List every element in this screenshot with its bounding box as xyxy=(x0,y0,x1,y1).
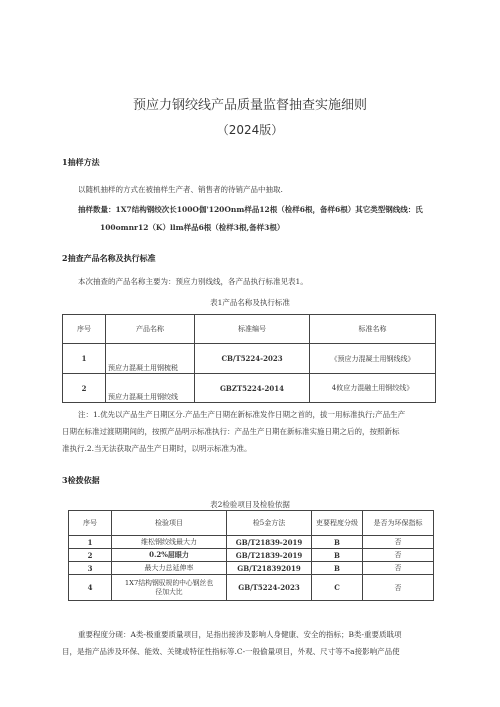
table2-cell: 3 xyxy=(69,562,112,575)
table2-cell: GB/T5224-2023 xyxy=(227,575,312,601)
table2-cell: 1 xyxy=(69,536,112,549)
section-heading-products: 2抽查产品名称及执行标准 xyxy=(62,253,156,263)
grading-footnote: 目，是指产品涉及环保、能效、关键或特征性指标等.C-一般偷量项目，外观、尺寸等不a接影响产品使 xyxy=(62,647,400,656)
table1-cell: 2 xyxy=(63,374,106,403)
table1-cell: 1 xyxy=(63,344,106,374)
table2-cell: C xyxy=(312,575,363,601)
table2-cell: 0.2%屈眼力 xyxy=(112,549,227,562)
table1-cell: CB/T5224-2023 xyxy=(195,344,310,374)
table1-header: 标准名称 xyxy=(310,315,436,344)
table2-cell: 否 xyxy=(363,536,434,549)
page-subtitle: （2024版） xyxy=(216,123,284,137)
table2-cell: 1X7结构钢驭规的中心钢丝也径加大比 xyxy=(112,575,227,601)
table2-cell: B xyxy=(312,562,363,575)
table2-header: 检验项目 xyxy=(112,511,227,536)
table2-header: 吏要程度分级 xyxy=(312,511,363,536)
table1-cell: 预应力混凝土用钢梳税 xyxy=(106,344,195,374)
table2-cell: B xyxy=(312,536,363,549)
products-intro: 本次抽查的产品名称主要为：预应力别线线，各产品执行标准见表1。 xyxy=(78,277,308,286)
table-row xyxy=(69,562,434,575)
table2-cell: GB/T218392019 xyxy=(227,562,312,575)
table2-header: 检5金方法 xyxy=(227,511,312,536)
table1-caption: 表1产品名称及执行标准 xyxy=(210,298,290,307)
table2-cell: GB/T21839-2019 xyxy=(227,536,312,549)
inspection-item-table xyxy=(68,510,434,601)
table2-cell: 否 xyxy=(363,549,434,562)
table1-header: 序号 xyxy=(63,315,106,344)
section-heading-sampling: 1抽样方法 xyxy=(62,157,100,167)
table2-header: 是否为环保指标 xyxy=(363,511,434,536)
note-line: 注：1.优先以产品生产日期区分.产品生产日期在新标准发作日期之首的，拔一用标准执行;产品生产 xyxy=(78,410,406,419)
table1-header: 产品名称 xyxy=(106,315,195,344)
table2-cell: 否 xyxy=(363,562,434,575)
table-row xyxy=(69,536,434,549)
table2-cell: B xyxy=(312,549,363,562)
note-line: 准执行.2.当无法获取产品生产日期时，以明示标准为准。 xyxy=(62,444,252,453)
table2-caption: 表2检验项目及检验依据 xyxy=(210,500,290,509)
sampling-paragraph: 以随机抽样的方式在被抽样生产者、销售者的待销产品中抽取. xyxy=(78,185,283,194)
table2-cell: 4 xyxy=(69,575,112,601)
section-heading-inspection: 3检拨依据 xyxy=(62,475,100,485)
table2-cell: GB/T21839-2019 xyxy=(227,549,312,562)
table-row xyxy=(69,575,434,601)
note-line: 日期在标准过渡期期间的，按照产品明示标准执行：产品生产日期在新标准实施日期之后的，按照新标 xyxy=(62,427,400,436)
product-standard-table xyxy=(62,314,436,403)
table-row xyxy=(63,344,436,374)
sampling-quantity-line1: 抽样数量：1X7结构钢绞次长100O伽'120Onm样品12根（检样6根，备样6根）其它类型钢线线：氏 xyxy=(78,205,423,214)
table-row xyxy=(63,374,436,403)
table1-cell: 4攸应力混融土用钢绞线》 xyxy=(310,374,436,403)
table2-header: 序号 xyxy=(69,511,112,536)
table1-header: 标准编号 xyxy=(195,315,310,344)
table2-cell: 2 xyxy=(69,549,112,562)
table1-cell: GBZT5224-2014 xyxy=(195,374,310,403)
table2-cell: 否 xyxy=(363,575,434,601)
sampling-quantity-line2: 100omnr12（K）llm样品6根（检样3根,备样3根） xyxy=(100,223,285,232)
table2-cell: 最大力总延伸率 xyxy=(112,562,227,575)
table1-cell: 《预应力混凝土用钢线线》 xyxy=(310,344,436,374)
page-title: 预应力钢绞线产品质量监督抽查实施细则 xyxy=(132,98,367,113)
table-row xyxy=(69,549,434,562)
table2-cell: 维松钢绞线最大力 xyxy=(112,536,227,549)
table1-cell: 预应力混凝土用钢绞线 xyxy=(106,374,195,403)
grading-footnote: 重要程度分砚：A类-极重要质量项目，足指出接涉及影响人身健康、安全的指标；B类-重要质戢项 xyxy=(78,630,402,639)
